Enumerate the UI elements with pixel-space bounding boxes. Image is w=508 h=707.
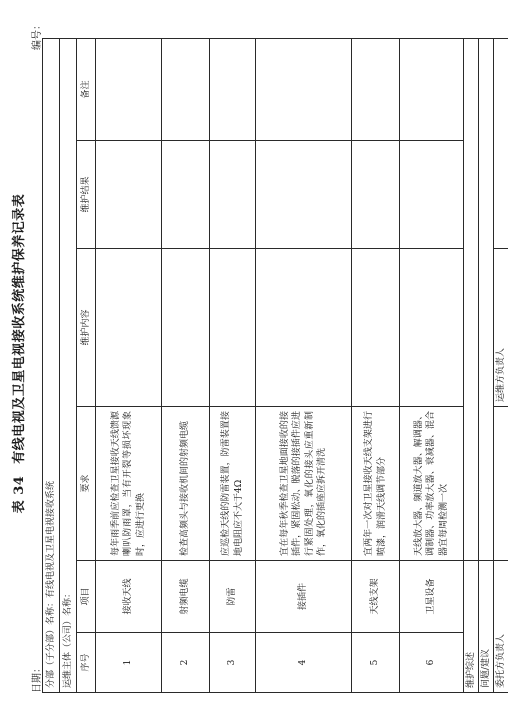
row-result-cell[interactable] (162, 141, 210, 249)
issues-field[interactable] (479, 38, 494, 560)
row-remarks-cell[interactable] (400, 38, 464, 140)
row-no: 3 (210, 633, 256, 693)
row-requirement: 天线放大器、频道放大器、解调器、调制器、功率放大器、衰减器、混合器宜每周检测一次 (400, 407, 464, 561)
row-content-cell[interactable] (352, 249, 400, 407)
row-remarks-cell[interactable] (352, 38, 400, 140)
row-requirement: 每年雨季前应检查卫星接收天线馈源喇叭防雨罩，当有开裂等损坏现象时，应进行更换 (96, 407, 162, 561)
row-item: 卫星设备 (400, 561, 464, 633)
row-item: 接收天线 (96, 561, 162, 633)
client-rep-label: 委托方负责人 (494, 561, 508, 693)
col-header-item: 项目 (77, 561, 96, 633)
row-content-cell[interactable] (162, 249, 210, 407)
row-requirement: 应巡检天线的防雷装置，防雷装置接地电阻应不大于4Ω (210, 407, 256, 561)
row-no: 6 (400, 633, 464, 693)
row-result-cell[interactable] (400, 141, 464, 249)
row-content-cell[interactable] (210, 249, 256, 407)
issues-label: 问题/建议 (479, 561, 494, 693)
table-row (256, 38, 352, 692)
row-item: 防雷 (210, 561, 256, 633)
subsection-cell: 分部（子分部）名称：有线电视及卫星电视接收系统 (43, 38, 60, 692)
summary-row (464, 38, 479, 692)
row-requirement: 宜在每年秋季检查卫星地面接收的接插件，紧固松动、脱落的接插件应进行紧固处理，氧化的接头应重新制作，氧化的插座应拆开清洗 (256, 407, 352, 561)
col-header-requirement: 要求 (77, 407, 96, 561)
summary-label: 维护综述 (464, 561, 479, 693)
row-result-cell[interactable] (96, 141, 162, 249)
summary-field[interactable] (464, 38, 479, 560)
row-result-cell[interactable] (210, 141, 256, 249)
col-header-content: 维护内容 (77, 249, 96, 407)
row-result-cell[interactable] (256, 141, 352, 249)
row-item: 射频电缆 (162, 561, 210, 633)
maintenance-record-table (42, 38, 508, 693)
date-label: 日期： (32, 663, 43, 693)
row-result-cell[interactable] (352, 141, 400, 249)
row-no: 1 (96, 633, 162, 693)
row-remarks-cell[interactable] (210, 38, 256, 140)
table-row (400, 38, 464, 692)
table-row (352, 38, 400, 692)
table-row (162, 38, 210, 692)
row-no: 5 (352, 633, 400, 693)
row-item: 接插件 (256, 561, 352, 633)
client-rep-field[interactable] (494, 407, 508, 561)
row-content-cell[interactable] (400, 249, 464, 407)
page-title (8, 0, 27, 707)
operator-cell: 运维主体（公司）名称： (60, 38, 77, 692)
row-requirement: 检查高频头与接收机间的射频电缆 (162, 407, 210, 561)
table-row (210, 38, 256, 692)
table-row (96, 38, 162, 692)
row-no: 4 (256, 633, 352, 693)
col-header-remarks: 备注 (77, 38, 96, 140)
table-number: 表 34 (12, 475, 27, 514)
number-label: 编号： (32, 20, 43, 50)
operator-rep-field[interactable] (494, 38, 508, 248)
row-remarks-cell[interactable] (96, 38, 162, 140)
col-header-no: 序号 (77, 633, 96, 693)
col-header-result: 维护结果 (77, 141, 96, 249)
issues-row (479, 38, 494, 692)
row-requirement: 宜两年一次对卫星接收天线支架进行喷漆，润滑天线调节部分 (352, 407, 400, 561)
row-remarks-cell[interactable] (256, 38, 352, 140)
operator-rep-label: 运维方负责人 (494, 249, 508, 407)
signature-row (494, 38, 508, 692)
row-content-cell[interactable] (96, 249, 162, 407)
title-text: 有线电视及卫星电视接收系统维护保养记录表 (12, 193, 27, 464)
row-content-cell[interactable] (256, 249, 352, 407)
row-item: 天线支架 (352, 561, 400, 633)
header-row (77, 38, 96, 692)
row-no: 2 (162, 633, 210, 693)
row-remarks-cell[interactable] (162, 38, 210, 140)
